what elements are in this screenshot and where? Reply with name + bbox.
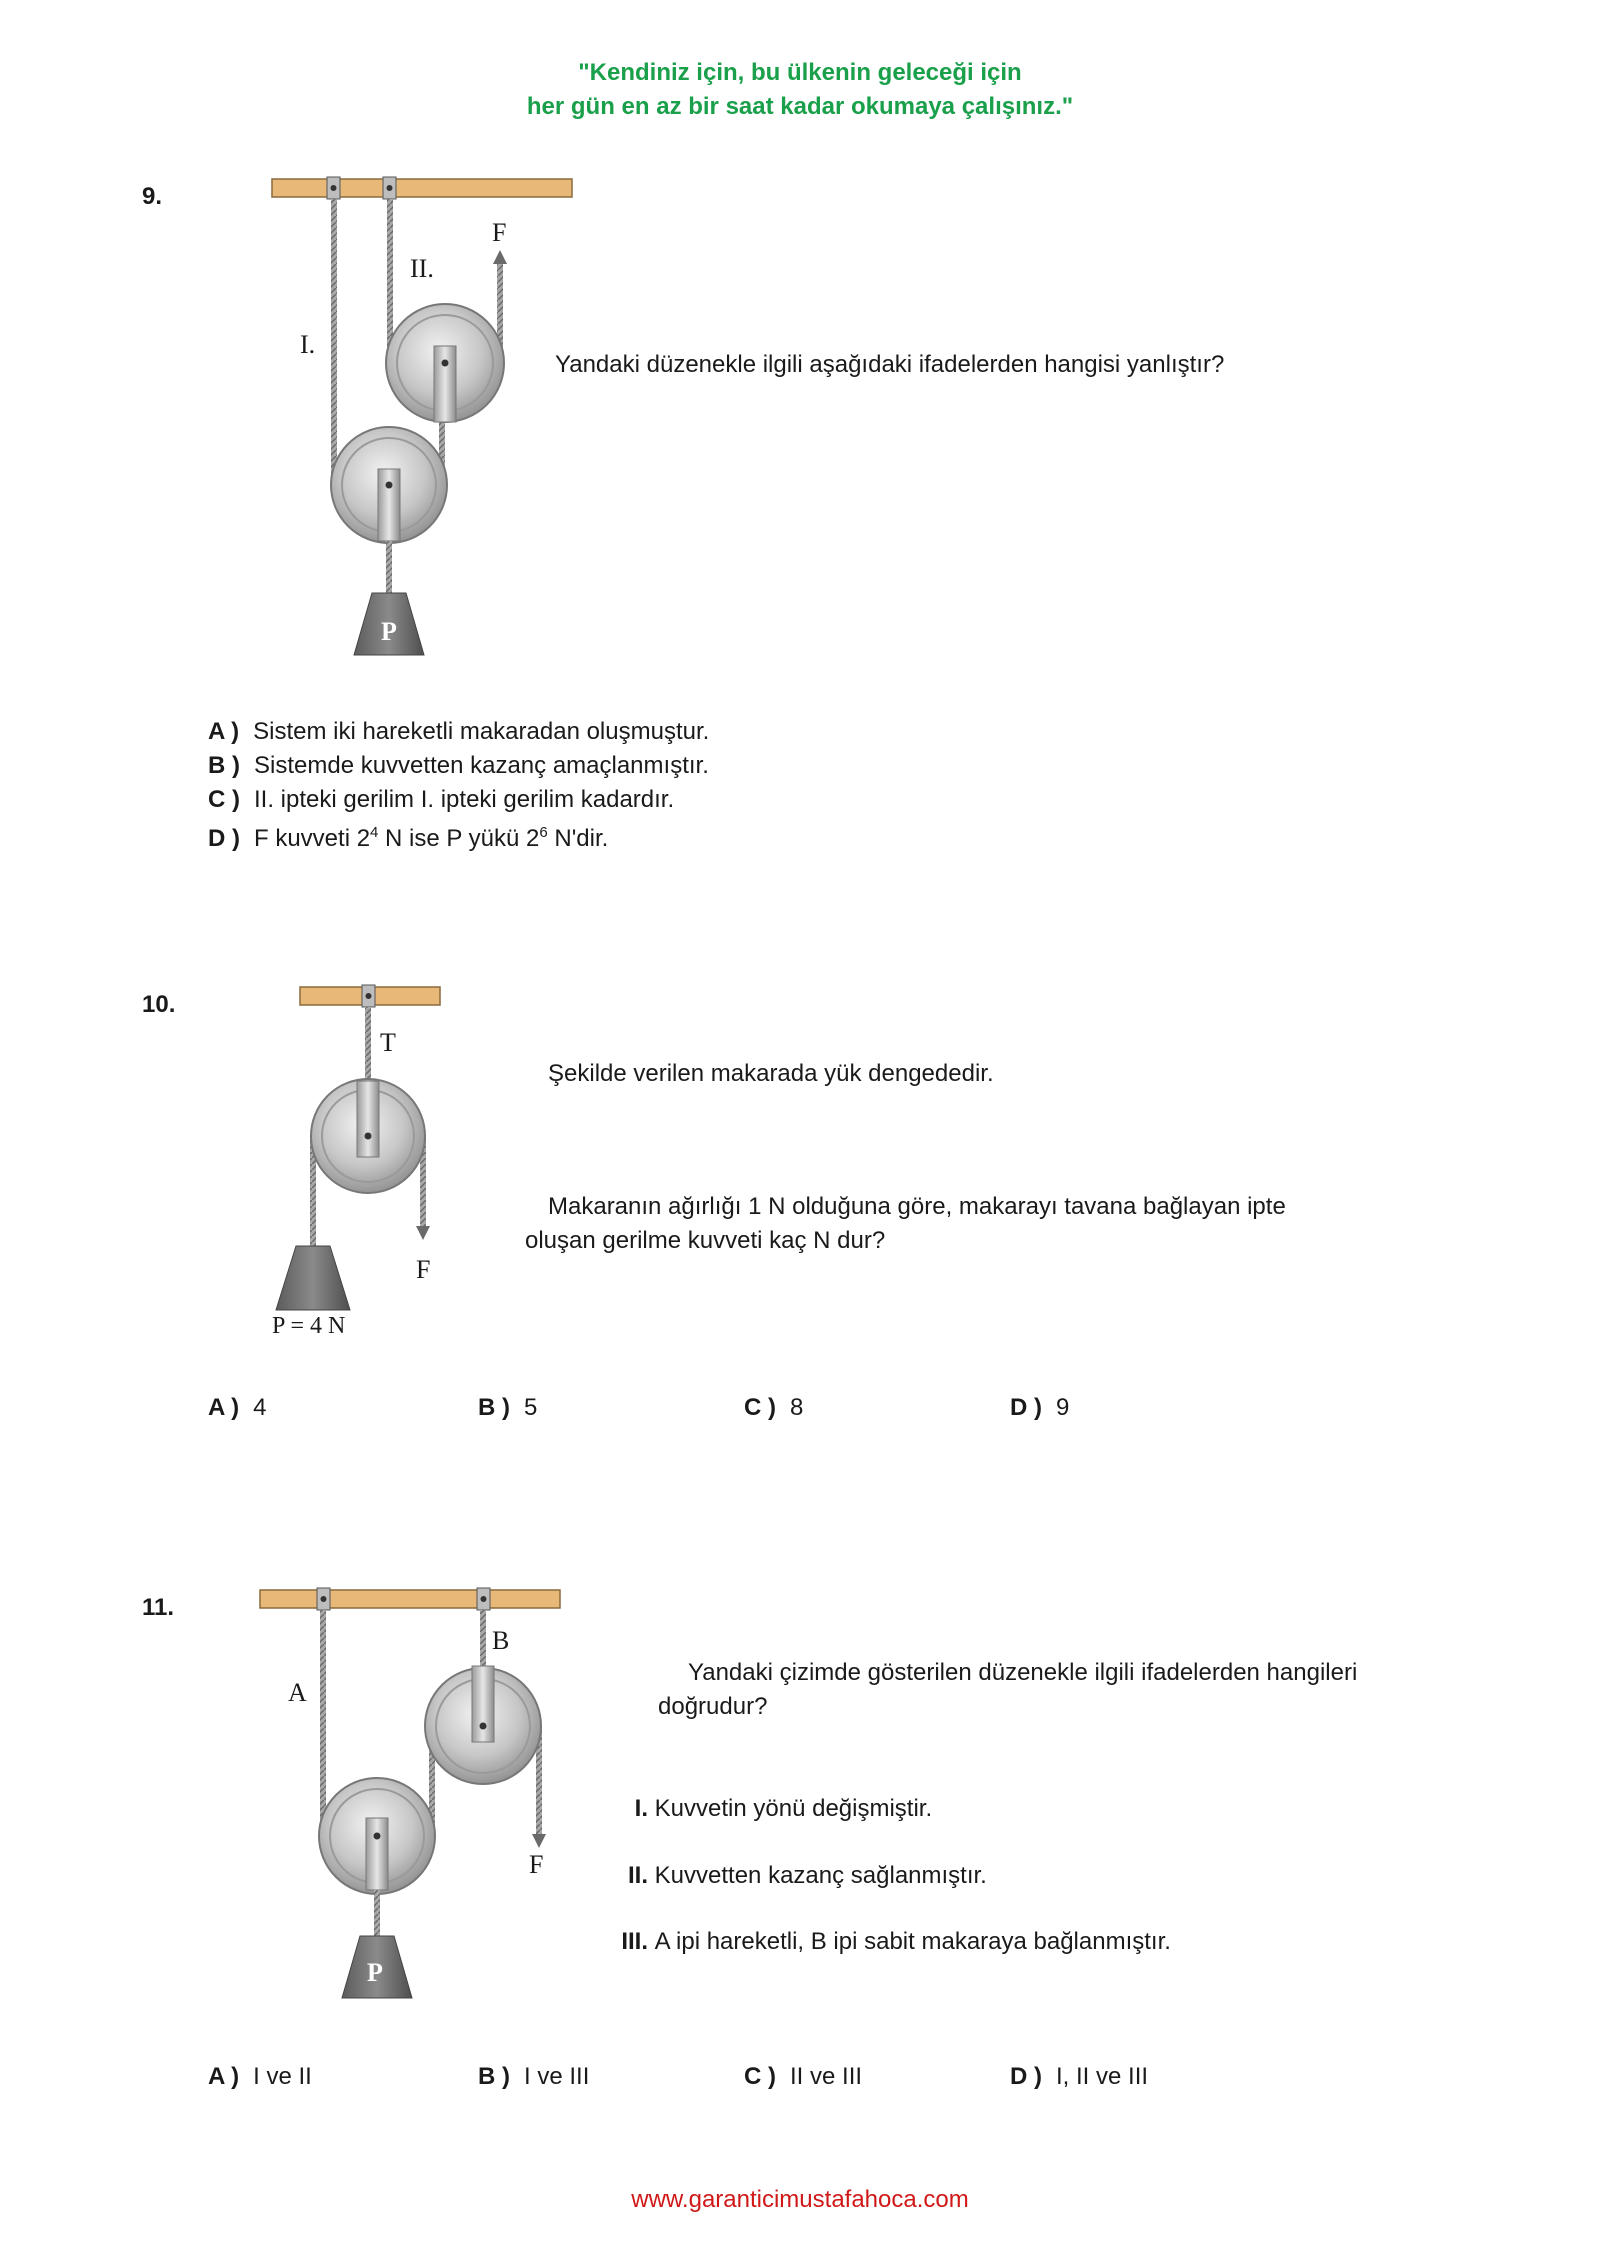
option-text: I ve III bbox=[524, 2063, 590, 2090]
label-force-f: F bbox=[492, 218, 507, 247]
question-11-prompt-line-1: Yandaki çizimde gösterilen düzenekle ilgili ifadelerden hangileri bbox=[688, 1659, 1358, 1686]
question-10-prompt-2-line-2: oluşan gerilme kuvveti kaç N dur? bbox=[525, 1227, 886, 1254]
option-key: B ) bbox=[208, 752, 240, 779]
option-key: B ) bbox=[478, 1394, 510, 1421]
option-text: Sistemde kuvvetten kazanç amaçlanmıştır. bbox=[254, 752, 709, 779]
statement-text: Kuvvetten kazanç sağlanmıştır. bbox=[654, 1862, 987, 1889]
rope-t bbox=[365, 1007, 371, 1087]
option-text: II ve III bbox=[790, 2063, 863, 2090]
option-text: II. ipteki gerilim I. ipteki gerilim kadardır. bbox=[254, 786, 675, 813]
motto-line-2: her gün en az bir saat kadar okumaya çalışınız." bbox=[526, 93, 1074, 120]
ceiling-beam bbox=[260, 1590, 560, 1608]
option-text: 8 bbox=[790, 1394, 804, 1421]
option-text: Sistem iki hareketli makaradan oluşmuştur. bbox=[253, 718, 710, 745]
label-load-p: P bbox=[381, 617, 397, 646]
statement-text: A ipi hareketli, B ipi sabit makaraya bağlanmıştır. bbox=[654, 1928, 1171, 1955]
option-key: C ) bbox=[744, 2063, 776, 2090]
option-text-c: N'dir. bbox=[547, 825, 609, 852]
statement-number: III. bbox=[621, 1928, 648, 1955]
option-text: 9 bbox=[1056, 1394, 1070, 1421]
option-key: A ) bbox=[208, 2063, 240, 2090]
label-force-f: F bbox=[416, 1255, 431, 1284]
question-9-pulley-figure bbox=[260, 170, 590, 670]
option-exponent-b: 6 bbox=[539, 824, 548, 841]
option-text: 5 bbox=[524, 1394, 538, 1421]
question-11-option-d[interactable] bbox=[1010, 2063, 1148, 2091]
question-9-option-a[interactable] bbox=[208, 718, 709, 746]
option-key: D ) bbox=[1010, 1394, 1042, 1421]
label-tension-t: T bbox=[380, 1028, 396, 1057]
question-9-option-d[interactable] bbox=[208, 824, 608, 853]
option-key: B ) bbox=[478, 2063, 510, 2090]
label-rope-i: I. bbox=[300, 330, 316, 359]
label-rope-a: A bbox=[288, 1678, 307, 1707]
force-arrow bbox=[532, 1834, 546, 1848]
question-11-option-c[interactable] bbox=[744, 2063, 862, 2091]
option-key: C ) bbox=[744, 1394, 776, 1421]
statement-text: Kuvvetin yönü değişmiştir. bbox=[654, 1795, 933, 1822]
question-10-pulley-figure bbox=[270, 980, 470, 1360]
force-arrow bbox=[493, 250, 507, 264]
question-10-option-d[interactable] bbox=[1010, 1394, 1069, 1422]
question-10-option-c[interactable] bbox=[744, 1394, 803, 1422]
label-load-p: P bbox=[367, 1958, 383, 1987]
label-rope-ii: II. bbox=[410, 254, 434, 283]
statement-number: II. bbox=[627, 1862, 648, 1889]
question-11-statement-1 bbox=[598, 1792, 932, 1825]
label-force-f: F bbox=[529, 1850, 544, 1879]
question-10-option-b[interactable] bbox=[478, 1394, 537, 1422]
statement-number: I. bbox=[634, 1795, 648, 1822]
load-weight bbox=[276, 1246, 350, 1310]
option-text-b: N ise P yükü 2 bbox=[378, 825, 540, 852]
label-load-p: P = 4 N bbox=[272, 1313, 346, 1339]
ceiling-beam bbox=[272, 179, 572, 197]
question-11-statement-3 bbox=[598, 1925, 1171, 1958]
option-key: A ) bbox=[208, 718, 240, 745]
question-11-pulley-figure bbox=[250, 1585, 580, 2015]
question-10-prompt-1: Şekilde verilen makarada yük dengededir. bbox=[548, 1060, 994, 1087]
option-key: D ) bbox=[1010, 2063, 1042, 2090]
option-text: I, II ve III bbox=[1056, 2063, 1149, 2090]
rope-b bbox=[480, 1610, 486, 1666]
motto-line-1: "Kendiniz için, bu ülkenin geleceği için bbox=[578, 59, 1022, 86]
question-10-option-a[interactable] bbox=[208, 1394, 266, 1422]
option-text: 4 bbox=[253, 1394, 267, 1421]
question-10-prompt-2-line-1: Makaranın ağırlığı 1 N olduğuna göre, makarayı tavana bağlayan ipte bbox=[548, 1193, 1286, 1220]
label-rope-b: B bbox=[492, 1626, 510, 1655]
force-arrow bbox=[416, 1226, 430, 1240]
option-text: I ve II bbox=[253, 2063, 312, 2090]
question-9-option-c[interactable] bbox=[208, 786, 674, 814]
question-11-number: 11. bbox=[142, 1594, 175, 1621]
question-11-option-a[interactable] bbox=[208, 2063, 312, 2091]
question-9-option-b[interactable] bbox=[208, 752, 709, 780]
option-exponent-a: 4 bbox=[370, 824, 379, 841]
question-9-number: 9. bbox=[142, 183, 163, 210]
option-key: A ) bbox=[208, 1394, 240, 1421]
question-10-number: 10. bbox=[142, 991, 176, 1018]
rope-i bbox=[331, 199, 337, 484]
question-9-prompt: Yandaki düzenekle ilgili aşağıdaki ifadelerden hangisi yanlıştır? bbox=[555, 351, 1225, 378]
question-11-prompt-line-2: doğrudur? bbox=[658, 1693, 768, 1720]
question-11-option-b[interactable] bbox=[478, 2063, 589, 2091]
rope-a bbox=[320, 1610, 326, 1836]
footer-website-link[interactable]: www.garanticimustafahoca.com bbox=[631, 2186, 969, 2213]
option-key: D ) bbox=[208, 825, 240, 852]
question-11-statement-2 bbox=[598, 1859, 987, 1892]
option-text-a: F kuvveti 2 bbox=[254, 825, 371, 852]
option-key: C ) bbox=[208, 786, 240, 813]
